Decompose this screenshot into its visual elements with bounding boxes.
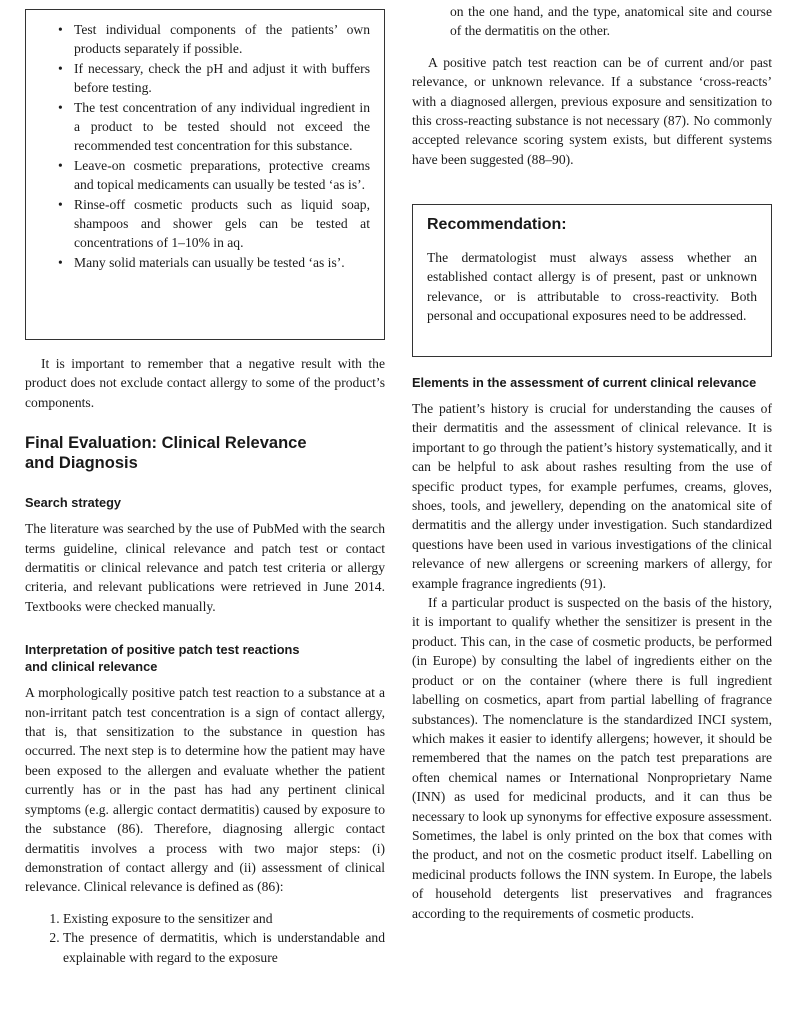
- list-item: 2. The presence of dermatitis, which is understandable and explainable with regard to the exposure: [63, 928, 385, 967]
- list-item: • If necessary, check the pH and adjust it with buffers before testing.: [74, 59, 370, 98]
- paragraph-product-suspected: If a particular product is suspected on the basis of the history, it is important to qualify whether the sensitizer is present in the product. This can, in the case of cosmetic products, be performed (in Europe) by consulting the label of ingredients either on the product or on the container (where there is full ingredient labelling on cosmetics, apart from partial labelling of fragrance substances). The nomenclature is the standardized INCI system, which makes it easier to identify allergens; however, it should be remembered that the names on the patch test preparations are often chemical names or International Nonproprietary Name (INN) as used for medicinal products, and it can thus be necessary to look up synonyms for effective exposure assessment. Sometimes, the label is only printed on the box that comes with the product, and not on the cosmetic product itself. Labelling on medicinal products follows the INN system. In Europe, the labels of household detergents list preservatives and fragrances according to the requirements of cosmetic products.: [412, 595, 772, 921]
- paragraph-list-continuation: on the one hand, and the type, anatomical site and course of the dermatitis on the other.: [450, 4, 772, 39]
- paragraph-negative-result: It is important to remember that a negative result with the product does not exclude contact allergy to some of the product’s components.: [25, 356, 385, 410]
- list-item: • Rinse-off cosmetic products such as liquid soap, shampoos and shower gels can be tested at concentrations of 1–10% in aq.: [74, 195, 370, 253]
- relevance-criteria-list: [25, 909, 385, 967]
- list-item: • The test concentration of any individual ingredient in a product to be tested should not exceed the recommended test concentration for this substance.: [74, 98, 370, 156]
- list-item: • Many solid materials can usually be tested ‘as is’.: [74, 253, 370, 272]
- testing-tips-box: [25, 9, 385, 340]
- subheading-search-strategy: Search strategy: [25, 495, 122, 511]
- paragraph-search-strategy: The literature was searched by the use of PubMed with the search terms guideline, clinical relevance and patch test or contact dermatitis or clinical relevance and patch test criteria or allergy criteria, and relevant publications were retrieved in June 2014. Textbooks were checked manually.: [25, 521, 385, 614]
- subheading-elements-assessment: Elements in the assessment of current clinical relevance: [412, 375, 757, 390]
- section-heading-final-evaluation: Final Evaluation: Clinical Relevance and Diagnosis: [25, 434, 307, 473]
- subheading-interpretation: Interpretation of positive patch test reactions and clinical relevance: [25, 642, 300, 675]
- list-item: • Test individual components of the patients’ own products separately if possible.: [74, 20, 370, 59]
- recommendation-text: The dermatologist must always assess whether an established contact allergy is of present, past or unknown relevance, or is attributable to cross-reactivity. Both personal and occupational exposures need to be addressed.: [427, 250, 757, 324]
- list-item: • Leave-on cosmetic preparations, protective creams and topical medicaments can usually be tested ‘as is’.: [74, 156, 370, 195]
- testing-tips-list: [58, 20, 370, 272]
- list-item: 1. Existing exposure to the sensitizer and: [63, 909, 385, 928]
- recommendation-title: Recommendation:: [427, 216, 567, 233]
- recommendation-box: [412, 204, 772, 357]
- paragraph-patient-history: The patient’s history is crucial for understanding the causes of their dermatitis and the assessment of clinical relevance. It is important to go through the patient’s history systematically, and it can be helpful to ask about rashes resulting from the use of specific product types, for example perfumes, creams, gloves, shoes, tools, and jewellery, depending on the anatomical site of dermatitis and the allergy under investigation. Such standardized questions have been used in various investigations of the clinical relevance of new allergens or screening markers of allergy, for example fragrance ingredients (91).: [412, 401, 772, 591]
- paragraph-positive-reaction: A positive patch test reaction can be of current and/or past relevance, or unknown relevance. If a substance ‘cross-reacts’ with a diagnosed allergen, previous exposure and sensitization to this cross-reacting substance is not necessary (87). No commonly accepted relevance scoring system exists, but different systems have been suggested (88–90).: [412, 54, 772, 167]
- paragraph-interpretation: A morphologically positive patch test reaction to a substance at a non-irritant patch test concentration is a sign of contact allergy, that is, that sensitization to the substance in question has occurred. The next step is to determine how the patient may have been exposed to the allergen and evaluate whether the patient currently has or in the past has had any pertinent clinical symptoms (e.g. allergic contact dermatitis) caused by exposure to the substance (86). Therefore, diagnosing allergic contact dermatitis involves a process with two major steps: (i) demonstration of contact allergy and (ii) assessment of clinical relevance. Clinical relevance is defined as (86):: [25, 685, 385, 895]
